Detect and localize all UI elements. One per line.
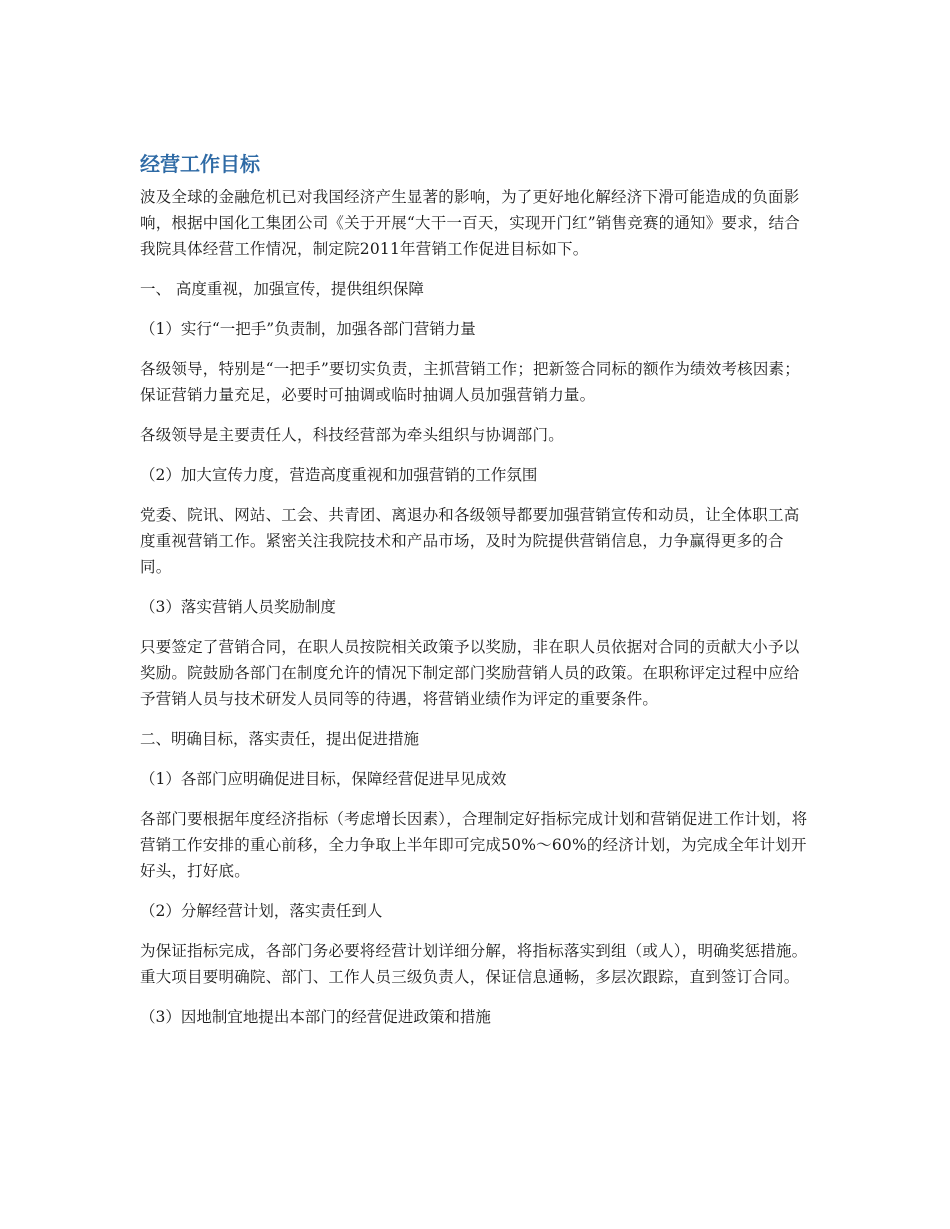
document-title: 经营工作目标: [140, 152, 260, 176]
body-paragraph: 只要签定了营销合同，在职人员按院相关政策予以奖励，非在职人员依据对合同的贡献大小予以奖励。院鼓励各部门在制度允许的情况下制定部门奖励营销人员的政策。在职称评定过程中应给予营销人员与技术研发人员同等的待遇，将营销业绩作为评定的重要条件。: [140, 638, 800, 708]
document-page: [140, 150, 810, 1044]
section-heading-2: 二、明确目标，落实责任，提出促进措施: [140, 730, 420, 748]
section-heading-1: 一、 高度重视，加强宣传，提供组织保障: [140, 280, 424, 298]
subsection-heading-1-3: （3）落实营销人员奖励制度: [140, 598, 336, 616]
subsection-heading-1-1: （1）实行“一把手”负责制，加强各部门营销力量: [140, 320, 476, 338]
intro-paragraph: 波及全球的金融危机已对我国经济产生显著的影响，为了更好地化解经济下滑可能造成的负面影响，根据中国化工集团公司《关于开展“大干一百天，实现开门红”销售竞赛的通知》要求，结合我院具体经营工作情况，制定院2011年营销工作促进目标如下。: [140, 188, 800, 258]
body-paragraph: 为保证指标完成，各部门务必要将经营计划详细分解，将指标落实到组（或人），明确奖惩措施。重大项目要明确院、部门、工作人员三级负责人，保证信息通畅，多层次跟踪，直到签订合同。: [140, 942, 808, 986]
body-paragraph: 各级领导，特别是“一把手”要切实负责，主抓营销工作；把新签合同标的额作为绩效考核因素；保证营销力量充足，必要时可抽调或临时抽调人员加强营销力量。: [140, 360, 800, 404]
body-paragraph: 党委、院讯、网站、工会、共青团、离退办和各级领导都要加强营销宣传和动员，让全体职工高度重视营销工作。紧密关注我院技术和产品市场，及时为院提供营销信息，力争赢得更多的合同。: [140, 506, 800, 576]
body-paragraph: 各部门要根据年度经济指标（考虑增长因素），合理制定好指标完成计划和营销促进工作计划，将营销工作安排的重心前移，全力争取上半年即可完成50%～60%的经济计划，为完成全年计划开好头，打好底。: [140, 810, 808, 880]
subsection-heading-2-2: （2）分解经营计划，落实责任到人: [140, 902, 383, 920]
subsection-heading-2-1: （1）各部门应明确促进目标，保障经营促进早见成效: [140, 770, 507, 788]
body-paragraph: 各级领导是主要责任人，科技经营部为牵头组织与协调部门。: [140, 426, 564, 444]
subsection-heading-2-3: （3）因地制宜地提出本部门的经营促进政策和措施: [140, 1008, 491, 1026]
subsection-heading-1-2: （2）加大宣传力度，营造高度重视和加强营销的工作氛围: [140, 466, 538, 484]
